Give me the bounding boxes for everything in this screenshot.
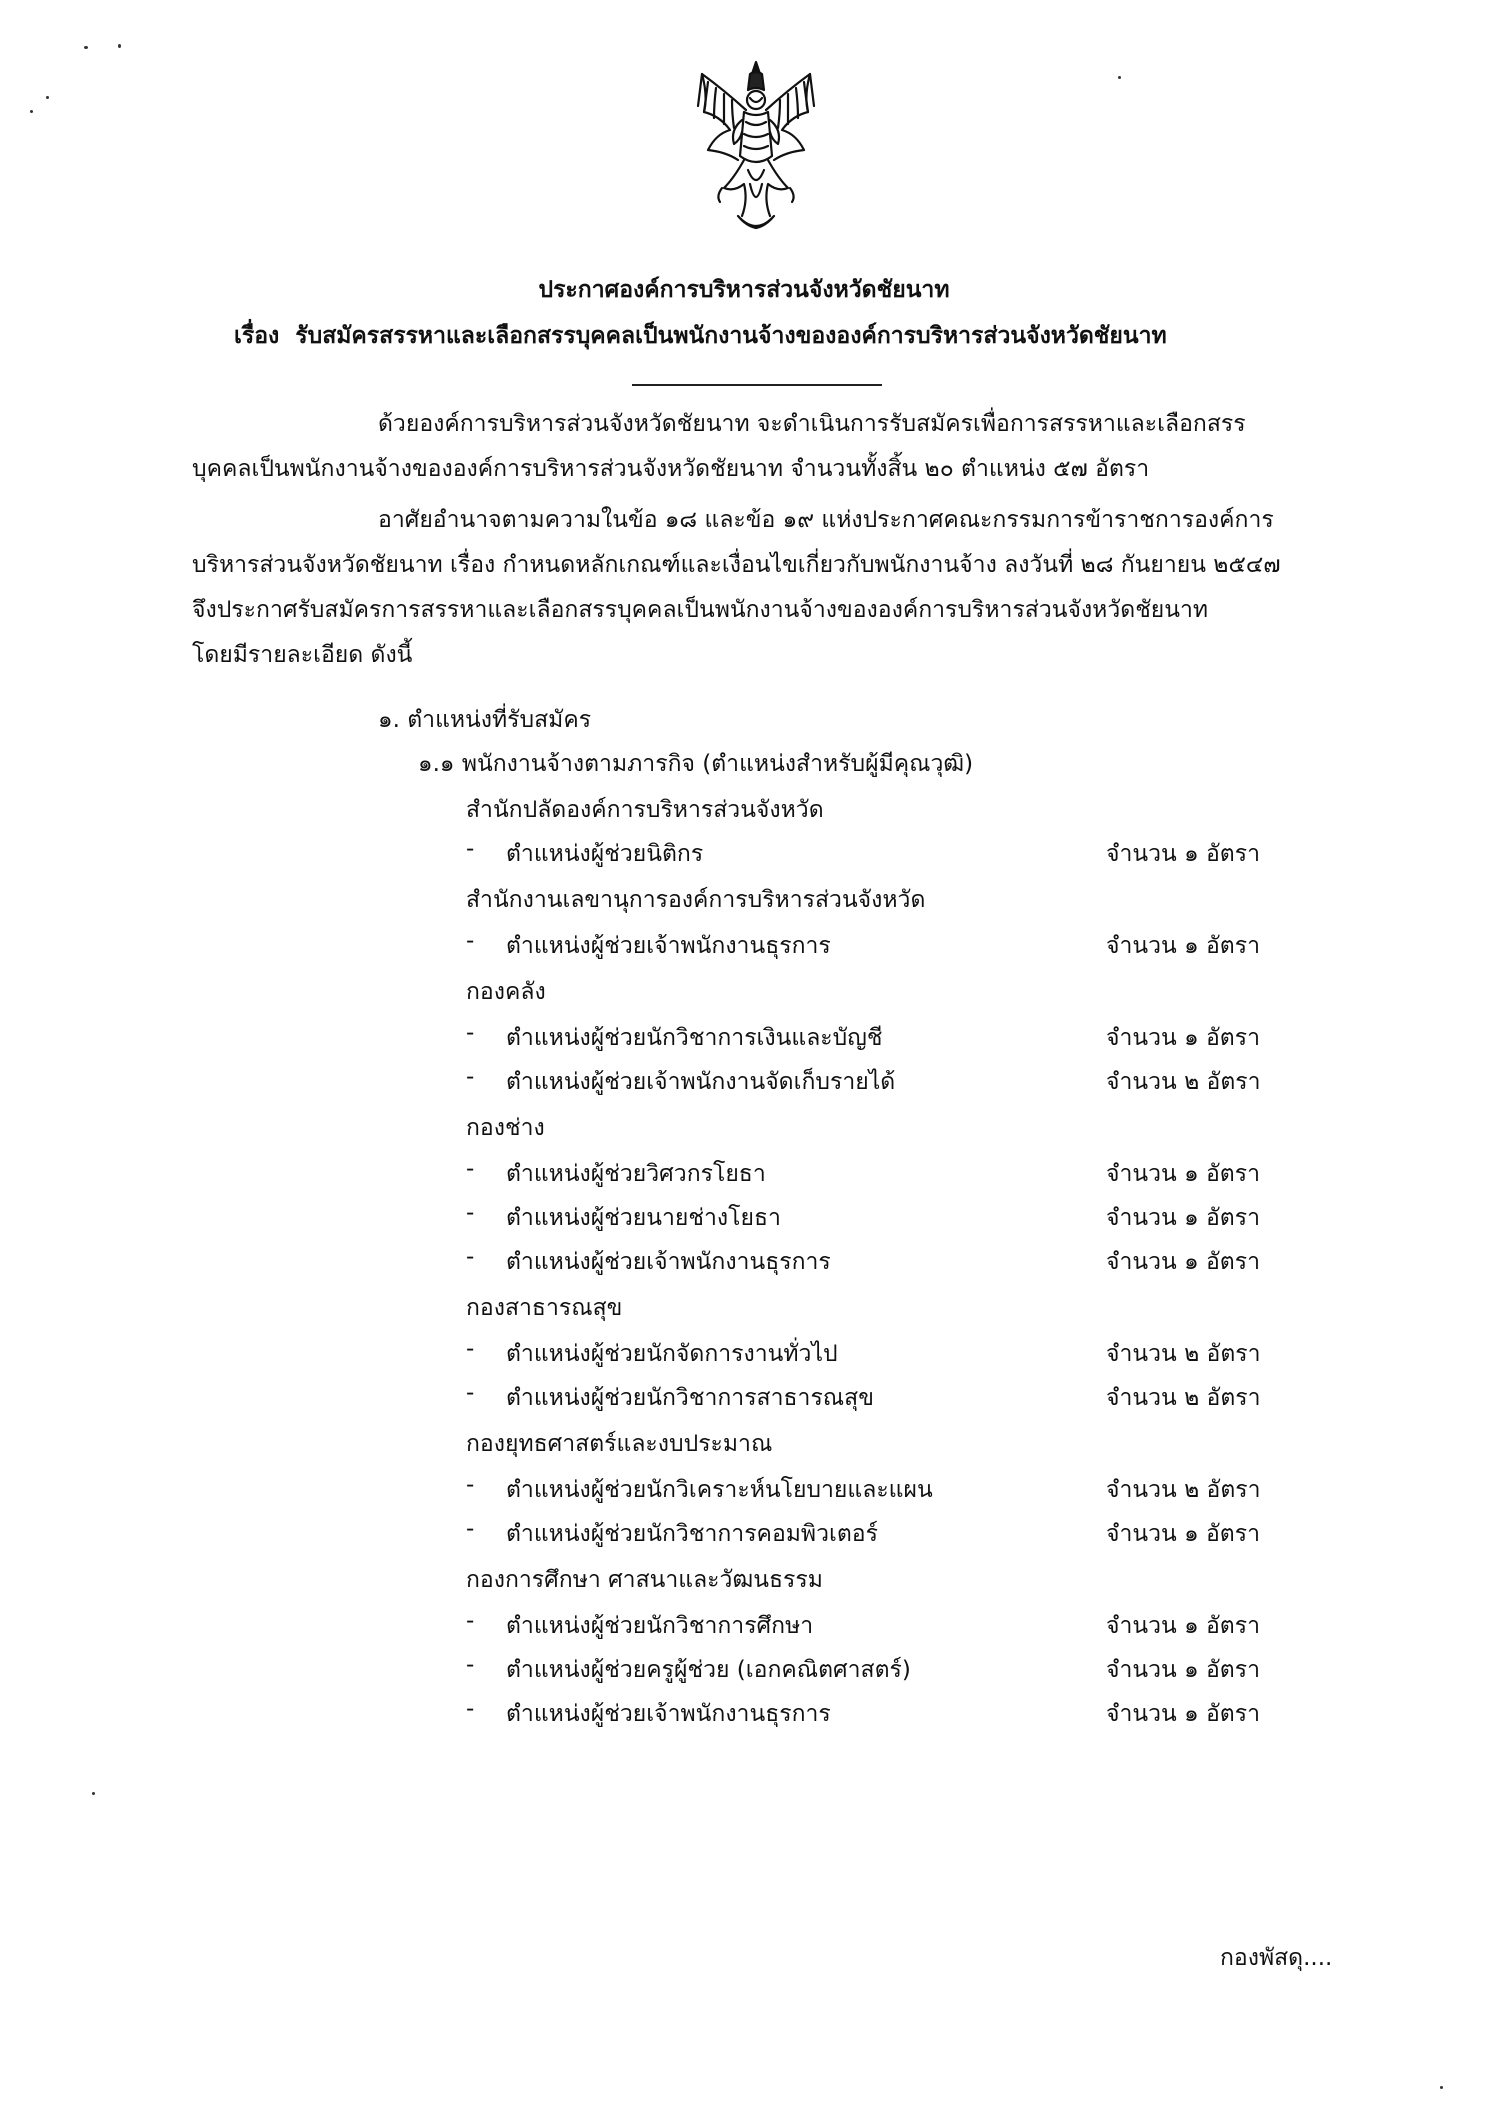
subject-label: เรื่อง (234, 323, 280, 349)
bullet-dash: - (466, 1608, 475, 1634)
position-row (466, 1064, 1296, 1098)
position-name: ตำแหน่งผู้ช่วยเจ้าพนักงานธุรการ (506, 1701, 831, 1727)
position-count: จำนวน ๑ อัตรา (1106, 1521, 1260, 1547)
position-count: จำนวน ๑ อัตรา (1106, 1025, 1260, 1051)
position-row (466, 1336, 1296, 1370)
position-count: จำนวน ๑ อัตรา (1106, 1205, 1260, 1231)
position-count: จำนวน ๑ อัตรา (1106, 1701, 1260, 1727)
position-count: จำนวน ๒ อัตรา (1106, 1069, 1261, 1095)
bullet-dash: - (466, 1516, 475, 1542)
bullet-dash: - (466, 1336, 475, 1362)
position-row (466, 1652, 1296, 1686)
continuation-marker: กองพัสดุ.... (1220, 1945, 1333, 1971)
bullet-dash: - (466, 1020, 475, 1046)
position-count: จำนวน ๑ อัตรา (1106, 933, 1260, 959)
position-name: ตำแหน่งผู้ช่วยนักวิเคราะห์นโยบายและแผน (506, 1477, 933, 1503)
position-count: จำนวน ๑ อัตรา (1106, 841, 1260, 867)
position-name: ตำแหน่งผู้ช่วยนายช่างโยธา (506, 1205, 781, 1231)
position-count: จำนวน ๒ อัตรา (1106, 1341, 1261, 1367)
department-name: สำนักงานเลขานุการองค์การบริหารส่วนจังหวัด (466, 887, 926, 913)
position-count: จำนวน ๒ อัตรา (1106, 1477, 1261, 1503)
bullet-dash: - (466, 1380, 475, 1406)
bullet-dash: - (466, 1244, 475, 1270)
bullet-dash: - (466, 1696, 475, 1722)
position-count: จำนวน ๒ อัตรา (1106, 1385, 1261, 1411)
department-name: กองคลัง (466, 979, 546, 1005)
position-row (466, 1472, 1296, 1506)
position-row (466, 1516, 1296, 1550)
scan-speck (30, 110, 33, 113)
position-count: จำนวน ๑ อัตรา (1106, 1249, 1260, 1275)
paragraph-line: อาศัยอำนาจตามความในข้อ ๑๘ และข้อ ๑๙ แห่งประกาศคณะกรรมการข้าราชการองค์การ (378, 507, 1274, 533)
bullet-dash: - (466, 1156, 475, 1182)
position-row (466, 1156, 1296, 1190)
position-name: ตำแหน่งผู้ช่วยเจ้าพนักงานธุรการ (506, 1249, 831, 1275)
paragraph-line: ด้วยองค์การบริหารส่วนจังหวัดชัยนาท จะดำเนินการรับสมัครเพื่อการสรรหาและเลือกสรร (378, 411, 1246, 437)
garuda-emblem-icon (694, 60, 818, 236)
scan-speck (1118, 76, 1121, 79)
department-name: กองช่าง (466, 1115, 545, 1141)
paragraph-authority (192, 498, 1352, 678)
department-name: กองสาธารณสุข (466, 1295, 623, 1321)
scan-speck (46, 96, 49, 99)
announcement-title: ประกาศองค์การบริหารส่วนจังหวัดชัยนาท (538, 277, 950, 303)
position-row (466, 1696, 1296, 1730)
department-name: กองการศึกษา ศาสนาและวัฒนธรรม (466, 1567, 823, 1593)
position-row (466, 1200, 1296, 1234)
announcement-subject (234, 318, 1167, 354)
scan-speck (84, 46, 88, 49)
position-name: ตำแหน่งผู้ช่วยนักวิชาการสาธารณสุข (506, 1385, 874, 1411)
position-count: จำนวน ๑ อัตรา (1106, 1161, 1260, 1187)
position-name: ตำแหน่งผู้ช่วยเจ้าพนักงานจัดเก็บรายได้ (506, 1069, 896, 1095)
position-name: ตำแหน่งผู้ช่วยนักวิชาการคอมพิวเตอร์ (506, 1521, 878, 1547)
bullet-dash: - (466, 1652, 475, 1678)
scan-speck (92, 1792, 95, 1795)
position-name: ตำแหน่งผู้ช่วยวิศวกรโยธา (506, 1161, 766, 1187)
position-name: ตำแหน่งผู้ช่วยนักวิชาการศึกษา (506, 1613, 814, 1639)
department-name: กองยุทธศาสตร์และงบประมาณ (466, 1431, 773, 1457)
department-name: สำนักปลัดองค์การบริหารส่วนจังหวัด (466, 797, 824, 823)
position-count: จำนวน ๑ อัตรา (1106, 1613, 1260, 1639)
position-name: ตำแหน่งผู้ช่วยนักจัดการงานทั่วไป (506, 1341, 838, 1367)
title-divider (632, 384, 882, 386)
position-name: ตำแหน่งผู้ช่วยเจ้าพนักงานธุรการ (506, 933, 831, 959)
position-row (466, 1608, 1296, 1642)
position-row (466, 1020, 1296, 1054)
position-count: จำนวน ๑ อัตรา (1106, 1657, 1260, 1683)
position-name: ตำแหน่งผู้ช่วยนักวิชาการเงินและบัญชี (506, 1025, 883, 1051)
bullet-dash: - (466, 1200, 475, 1226)
scan-speck (1440, 2086, 1443, 2089)
paragraph-line: จึงประกาศรับสมัครการสรรหาและเลือกสรรบุคคลเป็นพนักงานจ้างขององค์การบริหารส่วนจังหวัดชัยนาท (192, 597, 1209, 623)
bullet-dash: - (466, 928, 475, 954)
section-heading: ๑. ตำแหน่งที่รับสมัคร (378, 707, 592, 733)
scan-speck (118, 44, 121, 48)
position-row (466, 836, 1296, 870)
bullet-dash: - (466, 1472, 475, 1498)
position-name: ตำแหน่งผู้ช่วยครูผู้ช่วย (เอกคณิตศาสตร์) (506, 1657, 911, 1683)
position-row (466, 1244, 1296, 1278)
bullet-dash: - (466, 836, 475, 862)
position-row (466, 1380, 1296, 1414)
paragraph-line: โดยมีรายละเอียด ดังนี้ (192, 642, 413, 668)
bullet-dash: - (466, 1064, 475, 1090)
paragraph-line: บุคคลเป็นพนักงานจ้างขององค์การบริหารส่วนจังหวัดชัยนาท จำนวนทั้งสิ้น ๒๐ ตำแหน่ง ๕๗ อัตรา (192, 456, 1150, 482)
position-name: ตำแหน่งผู้ช่วยนิติกร (506, 841, 704, 867)
paragraph-line: บริหารส่วนจังหวัดชัยนาท เรื่อง กำหนดหลักเกณฑ์และเงื่อนไขเกี่ยวกับพนักงานจ้าง ลงวันที่ ๒๘ กันยายน ๒๕๔๗ (192, 552, 1281, 578)
subject-text: รับสมัครสรรหาและเลือกสรรบุคคลเป็นพนักงานจ้างขององค์การบริหารส่วนจังหวัดชัยนาท (295, 323, 1167, 349)
subsection-heading: ๑.๑ พนักงานจ้างตามภารกิจ (ตำแหน่งสำหรับผู้มีคุณวุฒิ) (418, 751, 974, 777)
position-row (466, 928, 1296, 962)
paragraph-intro (192, 402, 1352, 492)
